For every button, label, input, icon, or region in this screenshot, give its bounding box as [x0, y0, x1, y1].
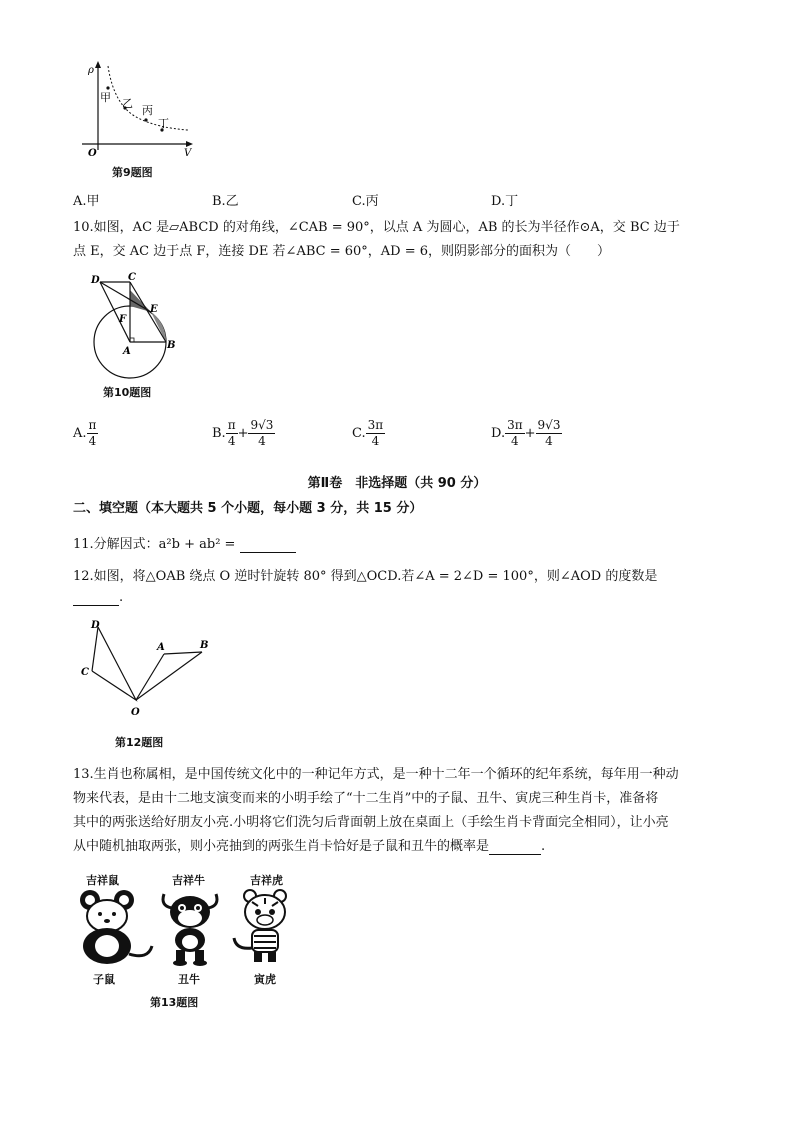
q9-x-axis-label: V: [184, 148, 192, 159]
q10-caption: 第10题图: [103, 386, 152, 399]
q13-card-ox-title: 吉祥牛: [172, 874, 205, 887]
q13-text-line4: 从中随机抽取两张，则小亮抽到的两张生肖卡恰好是子鼠和丑牛的概率是 .: [73, 839, 546, 854]
q12-figure: [78, 614, 218, 722]
q10-option-a-frac: $\frac{\pi}{4}$: [88, 418, 97, 448]
q10-figure: [86, 270, 186, 380]
q13-answer-blank: [489, 839, 541, 855]
tiger-illustration: [230, 888, 302, 966]
q13-card-tiger-name: 寅虎: [254, 973, 276, 986]
q10-label-f: F: [119, 314, 127, 325]
q9-caption: 第9题图: [112, 166, 153, 179]
q10-option-b-frac2: $\frac{9√3}{4}$: [250, 418, 274, 448]
q12-label-o: O: [131, 707, 140, 718]
q10-label-e: E: [150, 304, 158, 315]
q10-option-b-frac1: $\frac{\pi}{4}$: [227, 418, 236, 448]
q13-text-line3: 其中的两张送给好朋友小亮.小明将它们洗匀后背面朝上放在桌面上（手绘生肖卡背面完全相同），让小亮: [73, 815, 669, 830]
q13-card-rat-title: 吉祥鼠: [86, 874, 119, 887]
q10-option-a: A. $\frac{\pi}{4}$: [73, 418, 97, 448]
q9-graph: [78, 60, 196, 160]
q10-option-b: B. $\frac{\pi}{4}$ + $\frac{9√3}{4}$: [212, 418, 274, 448]
q9-point-bing: 丙: [142, 104, 153, 117]
q13-text-line2: 物来代表，是由十二地支演变而来的小明手绘了“十二生肖”中的子鼠、丑牛、寅虎三种生肖卡，准备将: [73, 791, 659, 806]
q9-option-d: D.丁: [491, 194, 519, 209]
q11-text: 11.分解因式：a²b + ab² =: [73, 533, 296, 553]
q13-card-tiger-title: 吉祥虎: [250, 874, 283, 887]
q9-option-a: A.甲: [73, 194, 100, 209]
q9-option-c: C.丙: [352, 194, 379, 209]
q12-label-a: A: [157, 642, 165, 653]
q10-option-d-frac2: $\frac{9√3}{4}$: [537, 418, 561, 448]
q10-label-a: A: [123, 346, 131, 357]
q12-label-b: B: [200, 640, 209, 651]
q9-point-jia: 甲: [100, 91, 111, 104]
ox-illustration: [156, 888, 224, 966]
q12-text-line1: 12.如图，将△OAB 绕点 O 逆时针旋转 80° 得到△OCD.若∠A = 2∠D = 100°，则∠AOD 的度数是: [73, 569, 658, 584]
q10-option-c-frac: $\frac{3\pi}{4}$: [367, 418, 384, 448]
q9-point-yi: 乙: [122, 97, 133, 110]
q10-label-d: D: [91, 275, 100, 286]
q12-label-c: C: [81, 667, 89, 678]
q13-card-ox-name: 丑牛: [178, 973, 200, 986]
q12-answer-blank: .: [73, 590, 123, 606]
part2-heading: 二、填空题（本大题共 5 个小题，每小题 3 分，共 15 分）: [73, 501, 423, 516]
q12-caption: 第12题图: [115, 736, 164, 749]
q10-label-c: C: [128, 272, 136, 283]
q9-point-ding: 丁: [158, 117, 169, 130]
q10-text-line2: 点 E，交 AC 边于点 F，连接 DE 若∠ABC = 60°，AD = 6，则阴影部分的面积为（ ）: [73, 244, 611, 259]
q11-answer-blank: [240, 537, 296, 553]
section2-title: 第Ⅱ卷 非选择题（共 90 分）: [307, 476, 487, 491]
q13-text-line1: 13.生肖也称属相，是中国传统文化中的一种记年方式，是一种十二年一个循环的纪年系统，每年用一种动: [73, 767, 679, 782]
q13-caption: 第13题图: [150, 996, 199, 1009]
q12-label-d: D: [91, 620, 100, 631]
q9-y-axis-label: ρ: [88, 65, 94, 76]
q13-card-rat-name: 子鼠: [93, 973, 115, 986]
q10-option-c: C. $\frac{3\pi}{4}$: [352, 418, 384, 448]
q10-label-b: B: [167, 340, 176, 351]
q10-option-d: D. $\frac{3\pi}{4}$ + $\frac{9√3}{4}$: [491, 418, 561, 448]
q10-text-line1: 10.如图，AC 是▱ABCD 的对角线，∠CAB = 90°，以点 A 为圆心，AB 的长为半径作⊙A，交 BC 边于: [73, 220, 680, 235]
q10-option-d-frac1: $\frac{3\pi}{4}$: [507, 418, 523, 448]
q9-origin-label: O: [88, 148, 97, 159]
rat-illustration: [74, 888, 156, 966]
q9-option-b: B.乙: [212, 194, 239, 209]
